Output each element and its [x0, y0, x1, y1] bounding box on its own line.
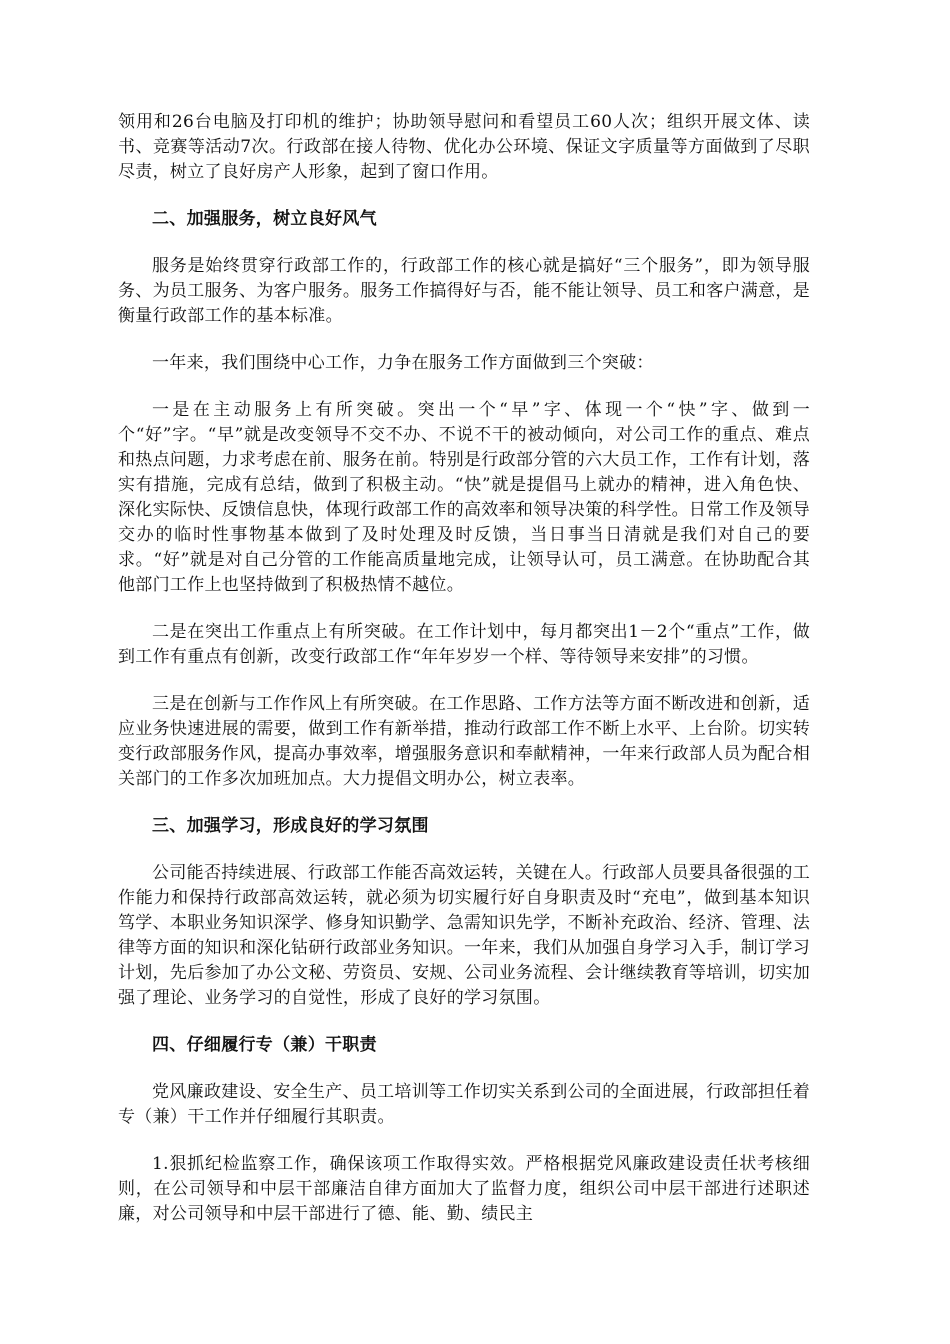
section-heading-4: 四、仔细履行专（兼）干职责	[152, 1035, 377, 1055]
document-body	[118, 110, 810, 1249]
paragraph-breakthrough-1: 一是在主动服务上有所突破。突出一个“早”字、体现一个“快”字、做到一个“好”字。“早”就是改变领导不交不办、不说不干的被动倾向，对公司工作的重点、难点和热点问题，力求考虑在前、服务在前。特别是行政部分管的六大员工作，工作有计划，落实有措施，完成有总结，做到了积极主动。“快”就是提倡马上就办的精神，进入角色快、深化实际快、反馈信息快，体现行政部工作的高效率和领导决策的科学性。日常工作及领导交办的临时性事物基本做到了及时处理及时反馈，当日事当日清就是我们对自己的要求。“好”就是对自己分管的工作能高质量地完成，让领导认可，员工满意。在协助配合其他部门工作上也坚持做到了积极热情不越位。	[118, 400, 810, 595]
paragraph-duties: 党风廉政建设、安全生产、员工培训等工作切实关系到公司的全面进展，行政部担任着专（兼）干工作并仔细履行其职责。	[118, 1082, 810, 1127]
paragraph-breakthrough-2: 二是在突出工作重点上有所突破。在工作计划中，每月都突出1－2个“重点”工作，做到工作有重点有创新，改变行政部工作“年年岁岁一个样、等待领导来安排”的习惯。	[118, 622, 810, 667]
paragraph-discipline: 1.狠抓纪检监察工作，确保该项工作取得实效。严格根据党风廉政建设责任状考核细则，在公司领导和中层干部廉洁自律方面加大了监督力度，组织公司中层干部进行述职述廉，对公司领导和中层干部进行了德、能、勤、绩民主	[118, 1154, 810, 1224]
paragraph-breakthrough-3: 三是在创新与工作作风上有所突破。在工作思路、工作方法等方面不断改进和创新，适应业务快速进展的需要，做到工作有新举措，推动行政部工作不断上水平、上台阶。切实转变行政部服务作风，提高办事效率，增强服务意识和奉献精神，一年来行政部人员为配合相关部门的工作多次加班加点。大力提倡文明办公，树立表率。	[118, 694, 810, 789]
section-heading-3: 三、加强学习，形成良好的学习氛围	[152, 816, 429, 836]
paragraph-continued: 领用和26台电脑及打印机的维护；协助领导慰问和看望员工60人次；组织开展文体、读书、竞赛等活动7次。行政部在接人待物、优化办公环境、保证文字质量等方面做到了尽职尽责，树立了良好房产人形象，起到了窗口作用。	[118, 112, 810, 182]
paragraph-service-core: 服务是始终贯穿行政部工作的，行政部工作的核心就是搞好“三个服务”，即为领导服务、为员工服务、为客户服务。服务工作搞得好与否，能不能让领导、员工和客户满意，是衡量行政部工作的基本标准。	[118, 256, 810, 326]
paragraph-learning: 公司能否持续进展、行政部工作能否高效运转，关键在人。行政部人员要具备很强的工作能力和保持行政部高效运转，就必须为切实履行好自身职责及时“充电”，做到基本知识笃学、本职业务知识深学、修身知识勤学、急需知识先学，不断补充政治、经济、管理、法律等方面的知识和深化钻研行政部业务知识。一年来，我们从加强自身学习入手，制订学习计划，先后参加了办公文秘、劳资员、安规、公司业务流程、会计继续教育等培训，切实加强了理论、业务学习的自觉性，形成了良好的学习氛围。	[118, 863, 810, 1008]
section-heading-2: 二、加强服务，树立良好风气	[152, 209, 377, 229]
paragraph-three-breakthroughs: 一年来，我们围绕中心工作，力争在服务工作方面做到三个突破：	[152, 353, 654, 373]
